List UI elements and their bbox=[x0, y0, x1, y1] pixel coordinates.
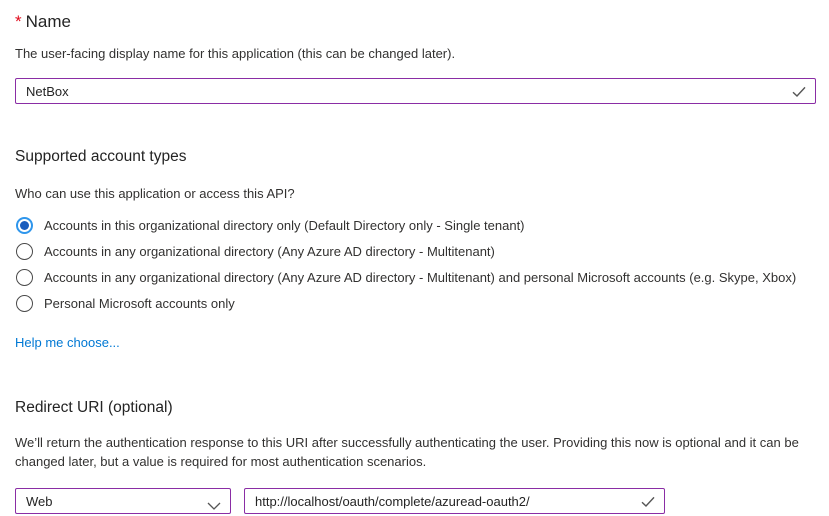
radio-label: Accounts in any organizational directory (Any Azure AD directory - Multitenant) and personal Microsoft accounts (e.g. Skype, Xbox) bbox=[44, 269, 797, 285]
redirect-uri-row bbox=[15, 488, 816, 514]
chevron-down-icon bbox=[207, 498, 221, 513]
radio-icon bbox=[16, 295, 33, 312]
radio-personal-only[interactable] bbox=[15, 290, 816, 316]
radio-multitenant[interactable] bbox=[15, 238, 816, 264]
radio-single-tenant[interactable] bbox=[15, 212, 816, 238]
radio-multitenant-personal[interactable] bbox=[15, 264, 816, 290]
app-name-input-wrap bbox=[15, 78, 816, 104]
help-me-choose-link[interactable]: Help me choose... bbox=[15, 335, 120, 350]
radio-icon bbox=[16, 269, 33, 286]
radio-label: Accounts in this organizational directory only (Default Directory only - Single tenant) bbox=[44, 217, 525, 233]
platform-select-value: Web bbox=[26, 493, 53, 509]
redirect-uri-input[interactable] bbox=[245, 489, 664, 513]
required-asterisk: * bbox=[15, 12, 22, 31]
account-types-question: Who can use this application or access this API? bbox=[15, 186, 295, 201]
name-field-title bbox=[15, 12, 816, 32]
redirect-uri-description: We’ll return the authentication response to this URI after successfully authenticating the user. Providing this now is optional and it can be changed later, but a value is required for most authentication scenarios. bbox=[15, 435, 799, 469]
radio-icon bbox=[16, 217, 33, 234]
radio-icon bbox=[16, 243, 33, 260]
radio-label: Accounts in any organizational directory (Any Azure AD directory - Multitenant) bbox=[44, 243, 495, 259]
app-name-input[interactable] bbox=[16, 79, 815, 103]
redirect-uri-input-wrap bbox=[244, 488, 665, 514]
name-field-description: The user-facing display name for this application (this can be changed later). bbox=[15, 46, 456, 61]
platform-select[interactable] bbox=[15, 488, 231, 514]
supported-account-types-title: Supported account types bbox=[15, 148, 187, 165]
redirect-uri-title: Redirect URI (optional) bbox=[15, 399, 173, 416]
name-field-title-text: Name bbox=[25, 12, 71, 31]
account-types-radio-group bbox=[15, 212, 816, 316]
radio-label: Personal Microsoft accounts only bbox=[44, 295, 235, 311]
